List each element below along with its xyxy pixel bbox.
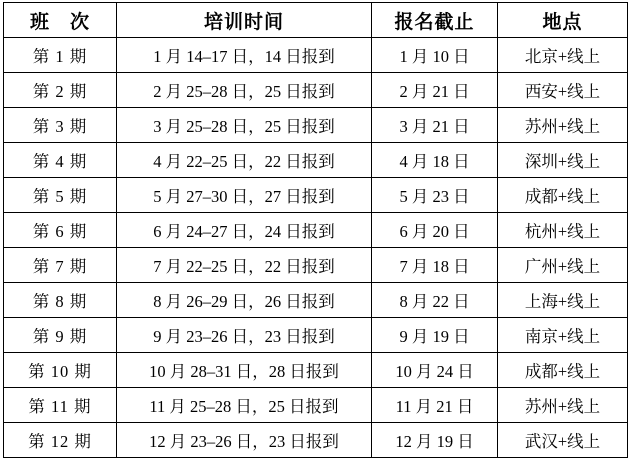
cell-term: 第 4 期 — [4, 143, 117, 178]
cell-deadline: 10 月 24 日 — [372, 353, 498, 388]
cell-deadline: 8 月 22 日 — [372, 283, 498, 318]
table-row — [4, 213, 628, 248]
cell-place: 武汉+线上 — [498, 423, 628, 458]
cell-place: 上海+线上 — [498, 283, 628, 318]
cell-place: 成都+线上 — [498, 353, 628, 388]
cell-time: 7 月 22–25 日，22 日报到 — [117, 248, 372, 283]
cell-deadline: 11 月 21 日 — [372, 388, 498, 423]
cell-place: 深圳+线上 — [498, 143, 628, 178]
table-body — [4, 38, 628, 458]
table-row — [4, 143, 628, 178]
cell-place: 西安+线上 — [498, 73, 628, 108]
cell-term: 第 1 期 — [4, 38, 117, 73]
cell-deadline: 1 月 10 日 — [372, 38, 498, 73]
cell-time: 10 月 28–31 日，28 日报到 — [117, 353, 372, 388]
table-row — [4, 388, 628, 423]
table-row — [4, 353, 628, 388]
cell-place: 苏州+线上 — [498, 388, 628, 423]
training-schedule-table — [3, 2, 628, 458]
cell-place: 杭州+线上 — [498, 213, 628, 248]
cell-place: 南京+线上 — [498, 318, 628, 353]
cell-term: 第 11 期 — [4, 388, 117, 423]
cell-term: 第 8 期 — [4, 283, 117, 318]
cell-term: 第 5 期 — [4, 178, 117, 213]
cell-term: 第 9 期 — [4, 318, 117, 353]
table-row — [4, 318, 628, 353]
cell-term: 第 3 期 — [4, 108, 117, 143]
column-header-registration-deadline: 报名截止 — [372, 3, 498, 38]
cell-deadline: 4 月 18 日 — [372, 143, 498, 178]
cell-term: 第 2 期 — [4, 73, 117, 108]
table-row — [4, 178, 628, 213]
table-row — [4, 248, 628, 283]
cell-time: 12 月 23–26 日，23 日报到 — [117, 423, 372, 458]
cell-time: 4 月 22–25 日，22 日报到 — [117, 143, 372, 178]
column-header-training-time: 培训时间 — [117, 3, 372, 38]
cell-place: 苏州+线上 — [498, 108, 628, 143]
cell-deadline: 6 月 20 日 — [372, 213, 498, 248]
cell-term: 第 10 期 — [4, 353, 117, 388]
cell-time: 9 月 23–26 日，23 日报到 — [117, 318, 372, 353]
column-header-location: 地点 — [498, 3, 628, 38]
cell-deadline: 3 月 21 日 — [372, 108, 498, 143]
cell-time: 11 月 25–28 日，25 日报到 — [117, 388, 372, 423]
table-header-row — [4, 3, 628, 38]
table-row — [4, 423, 628, 458]
cell-time: 6 月 24–27 日，24 日报到 — [117, 213, 372, 248]
cell-term: 第 12 期 — [4, 423, 117, 458]
cell-deadline: 12 月 19 日 — [372, 423, 498, 458]
cell-time: 3 月 25–28 日，25 日报到 — [117, 108, 372, 143]
table-row — [4, 283, 628, 318]
table-row — [4, 73, 628, 108]
cell-term: 第 6 期 — [4, 213, 117, 248]
cell-time: 8 月 26–29 日，26 日报到 — [117, 283, 372, 318]
cell-time: 1 月 14–17 日，14 日报到 — [117, 38, 372, 73]
table-row — [4, 108, 628, 143]
cell-time: 5 月 27–30 日，27 日报到 — [117, 178, 372, 213]
cell-place: 北京+线上 — [498, 38, 628, 73]
cell-time: 2 月 25–28 日，25 日报到 — [117, 73, 372, 108]
table-header — [4, 3, 628, 38]
cell-deadline: 2 月 21 日 — [372, 73, 498, 108]
cell-deadline: 9 月 19 日 — [372, 318, 498, 353]
table-row — [4, 38, 628, 73]
cell-place: 广州+线上 — [498, 248, 628, 283]
cell-term: 第 7 期 — [4, 248, 117, 283]
cell-deadline: 5 月 23 日 — [372, 178, 498, 213]
cell-deadline: 7 月 18 日 — [372, 248, 498, 283]
column-header-term: 班 次 — [4, 3, 117, 38]
cell-place: 成都+线上 — [498, 178, 628, 213]
